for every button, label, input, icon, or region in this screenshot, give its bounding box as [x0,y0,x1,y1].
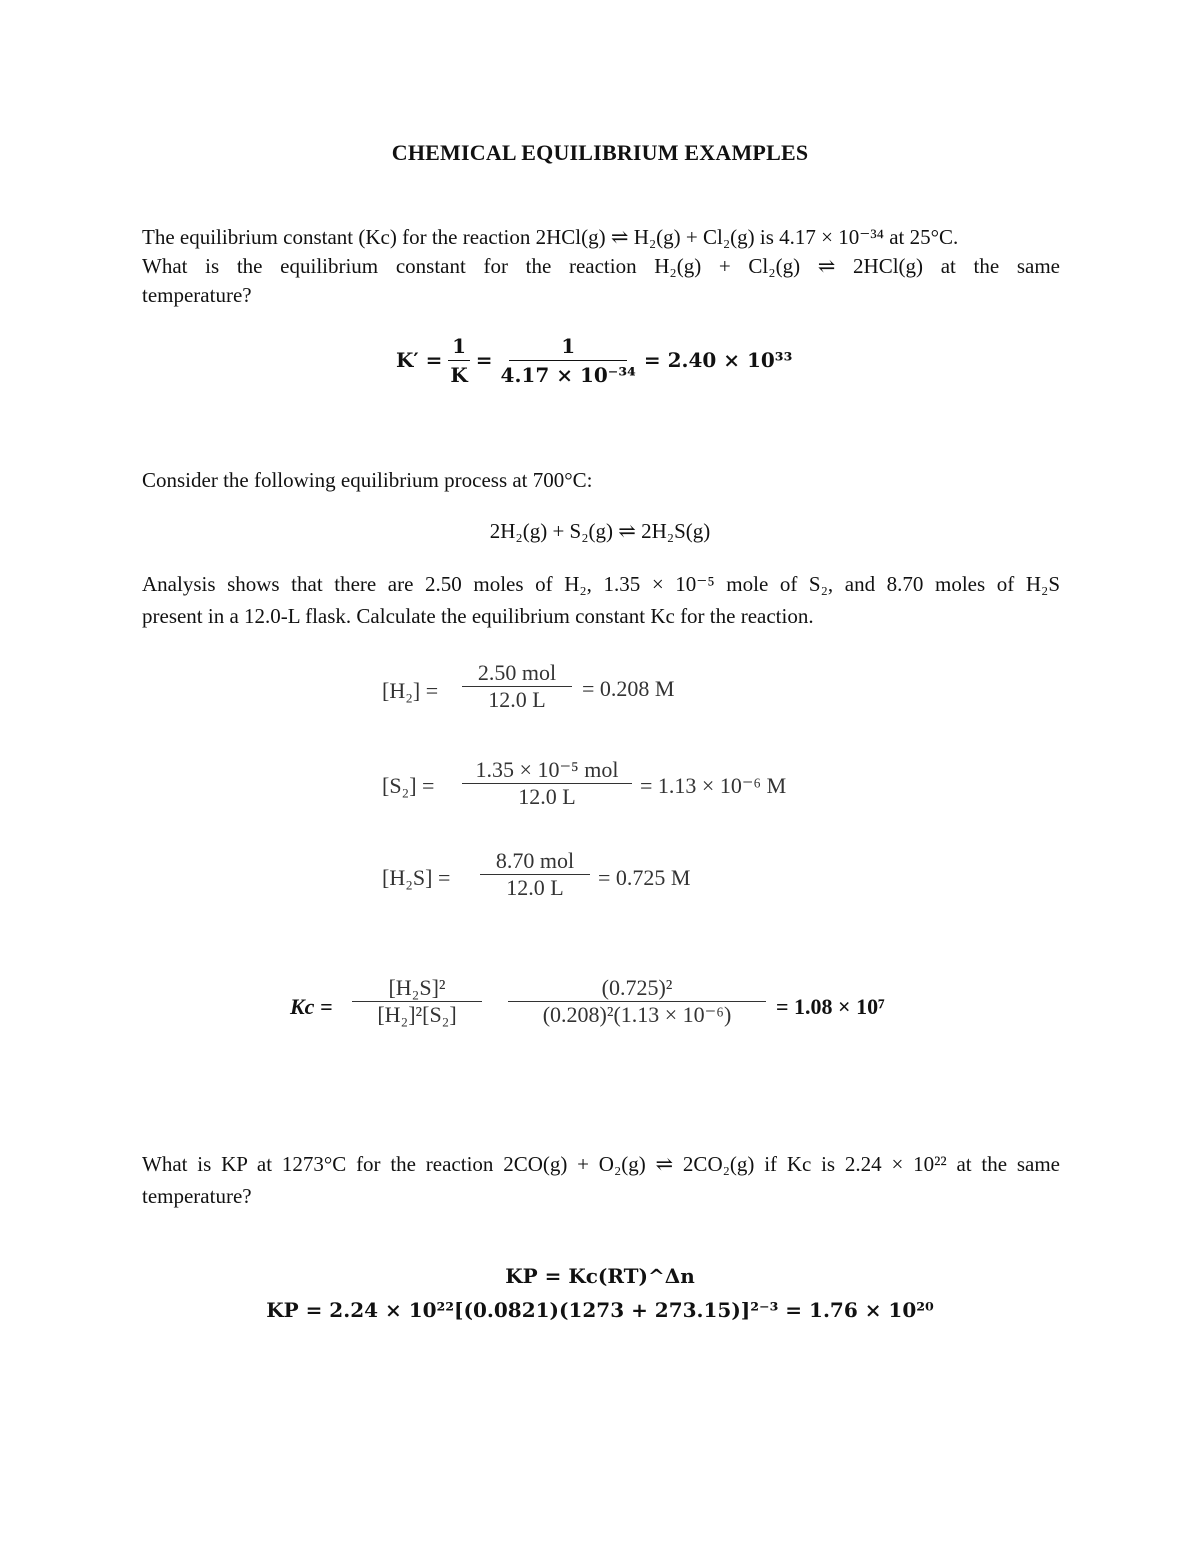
fraction-numerator: (0.725)² [601,975,673,1000]
example-2-question [142,568,1060,632]
s2-result: = 1.13 × 10⁻⁶ M [640,773,787,798]
fraction-denominator: 12.0 L [462,686,572,713]
fraction-denominator: 4.17 × 10⁻³⁴ [500,362,636,387]
fraction-numerator: 1 [509,334,627,361]
kc-label: Kc = [290,994,333,1019]
kc-numeric-fraction [508,975,766,1028]
kp-calculation: KP = 2.24 × 10²²[(0.0821)(1273 + 273.15)]²⁻³ = 1.76 × 10²⁰ [266,1298,934,1322]
fraction-denominator: 12.0 L [462,783,632,810]
kp-kc-relation: KP = Kc(RT)^Δn [505,1264,695,1288]
kc-symbolic-fraction [352,975,482,1028]
example-3-question [142,1148,1060,1212]
example-1-question [142,223,1060,310]
fraction-denominator: (0.208)²(1.13 × 10⁻⁶) [508,1001,766,1028]
h2s-fraction [480,848,590,901]
question-line: present in a 12.0-L flask. Calculate the equilibrium constant Kc for the reaction. [142,604,814,628]
kprime-equation [396,328,792,392]
fraction-one-over-value [497,334,640,387]
question-line: Analysis shows that there are 2.50 moles of H₂, 1.35 × 10⁻⁵ mole of S₂, and 8.70 moles of H₂S [142,572,1060,596]
h2s-label: [H₂S] = [382,865,451,890]
fraction-numerator: 2.50 mol [477,660,557,685]
fraction-numerator: [H₂S]² [388,975,446,1000]
fraction-numerator: 8.70 mol [495,848,575,873]
fraction-denominator: 12.0 L [480,874,590,901]
h2-label: [H₂] = [382,678,439,703]
s2-fraction [462,757,632,810]
s2-label: [S₂] = [382,773,435,798]
reaction-equation: 2H₂(g) + S₂(g) ⇌ 2H₂S(g) [489,519,711,543]
fraction-numerator: 1.35 × 10⁻⁵ mol [475,757,619,782]
fraction-denominator: [H₂]²[S₂] [352,1001,482,1028]
h2s-result: = 0.725 M [598,865,691,890]
question-line: What is KP at 1273°C for the reaction 2CO(g) + O₂(g) ⇌ 2CO₂(g) if Kc is 2.24 × 10²² at the same [142,1152,1060,1176]
question-line: temperature? [142,283,252,307]
equation-lhs: K′ = [396,348,443,372]
question-line: What is the equilibrium constant for the reaction H₂(g) + Cl₂(g) ⇌ 2HCl(g) at the same [142,254,1060,278]
fraction-denominator: K [450,362,468,387]
equals-sign: = [475,348,493,372]
question-line: The equilibrium constant (Kc) for the reaction 2HCl(g) ⇌ H₂(g) + Cl₂(g) is 4.17 × 10⁻³⁴ at 25°C. [142,225,959,249]
kc-result: = 1.08 × 10⁷ [776,994,885,1019]
h2-result: = 0.208 M [582,676,675,701]
h2-fraction [462,660,572,713]
fraction-numerator: 1 [448,334,470,361]
equation-result: = 2.40 × 10³³ [643,348,793,372]
example-2-intro: Consider the following equilibrium process at 700°C: [142,468,593,492]
page-title: CHEMICAL EQUILIBRIUM EXAMPLES [391,140,809,165]
question-line: temperature? [142,1184,252,1208]
fraction-one-over-k [446,334,471,387]
